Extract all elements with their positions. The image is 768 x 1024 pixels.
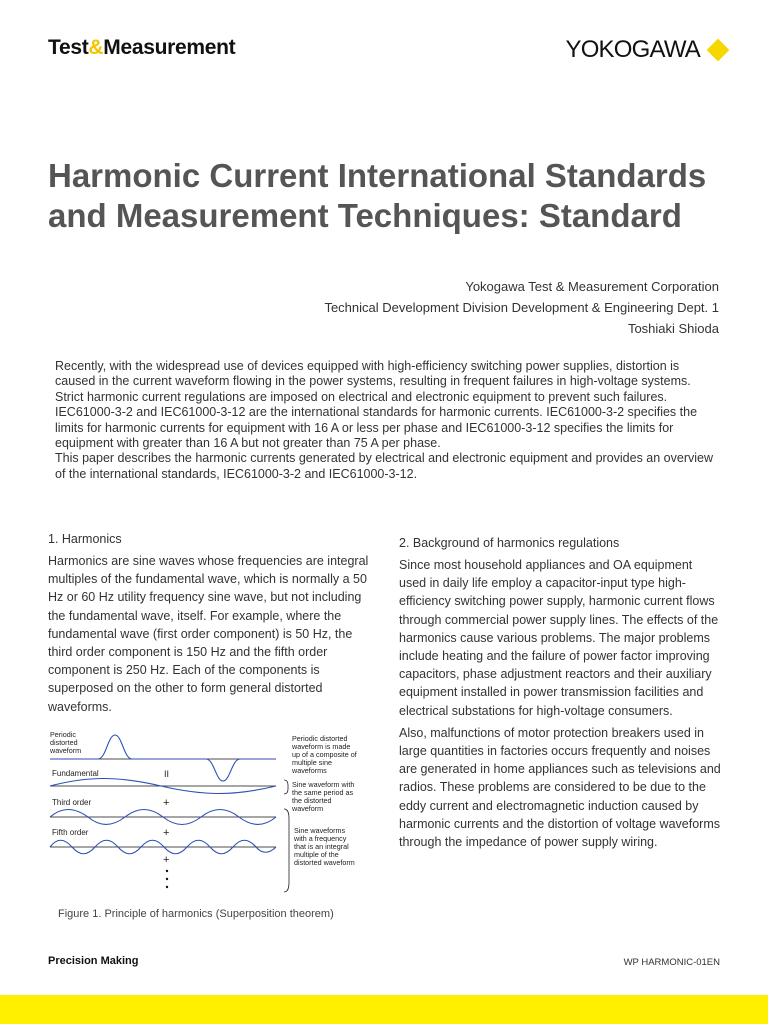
yokogawa-logo [565, 36, 726, 64]
title-line2: and Measurement Techniques: Standard [48, 197, 682, 234]
abstract-paragraph: Recently, with the widespread use of devices equipped with high-efficiency switching power supplies, distortion is caused in the current waveform flowing in the power systems, resulting in frequent failures in high-voltage systems. Strict harmonic current regulations are imposed on electrical and electronic equipment to prevent such failures. [55, 359, 691, 404]
plus-sign: + [163, 797, 170, 809]
plus-sign: + [163, 827, 170, 839]
footer-color-bar [0, 995, 768, 1024]
abstract [55, 359, 717, 482]
note-harmonics: Sine waveforms with a frequency that is an integral multiple of the distorted waveform [294, 826, 355, 867]
note-fundamental: Sine waveform with the same period as the distorted waveform [292, 780, 355, 813]
diamond-logo-icon [707, 39, 730, 62]
note-periodic: Periodic distorted waveform is made up of a composite of multiple sine waveforms [292, 734, 357, 775]
label-fundamental: Fundamental [52, 769, 99, 778]
plus-sign: + [163, 854, 170, 866]
equals-sign: II [164, 769, 170, 779]
brand-title [48, 36, 235, 60]
logo-text: YOKOGAWA [565, 36, 700, 63]
section-heading: 1. Harmonics [48, 532, 122, 546]
section-heading: 2. Background of harmonics regulations [399, 536, 620, 550]
author-name: Toshiaki Shioda [627, 321, 719, 336]
author-department: Technical Development Division Development & Engineering Dept. 1 [324, 300, 719, 315]
brand-amp: & [88, 36, 104, 59]
section-body: Harmonics are sine waves whose frequencies are integral multiples of the fundamental wave, which is normally a 50 Hz or 60 Hz utility frequency sine wave, but not including the fundamental wave, itself. For example, where the fundamental wave (first order component) is 50 Hz, the third order component is 150 Hz and the fifth order component is 250 Hz. Each of the components is superposed on the other to form general distorted waveforms. [48, 554, 369, 714]
abstract-paragraph: IEC61000-3-2 and IEC61000-3-12 are the international standards for harmonic currents. IEC61000-3-2 specifies the limits for harmonic currents for equipment with 16 A or less per phase and IEC61000-3-12 specifies the limits for equipment with greater than 16 A but not greater than 75 A per phase. [55, 405, 698, 451]
label-third-order: Third order [52, 798, 92, 807]
footer-doc-code: WP HARMONIC-01EN [623, 957, 720, 968]
title-line1: Harmonic Current International Standards [48, 157, 707, 194]
section-paragraph: Also, malfunctions of motor protection breakers used in large quantities in factories occurs frequently and noises are generated in home appliances such as televisions and radios. These problems are considered to be due to the eddy current and electromagnetic induction caused by harmonic currents and the distortion of voltage waveforms through the impedance of power supply wiring. [399, 725, 721, 850]
brand-part2: Measurement [103, 36, 236, 59]
page-title [48, 156, 738, 236]
author-organization: Yokogawa Test & Measurement Corporation [465, 279, 719, 294]
bracket-fundamental [284, 780, 288, 794]
harmonics-figure [48, 727, 373, 907]
ellipsis-dot [166, 886, 168, 888]
ellipsis-dot [166, 878, 168, 880]
author-block [324, 276, 719, 339]
brand-part1: Test [48, 36, 89, 59]
ellipsis-dot [166, 870, 168, 872]
section-background [399, 534, 721, 855]
footer-slogan: Precision Making [48, 955, 139, 967]
abstract-paragraph: This paper describes the harmonic currents generated by electrical and electronic equipment and provides an overview of the international standards, IEC61000-3-2 and IEC61000-3-12. [55, 451, 713, 481]
section-harmonics [48, 530, 373, 720]
section-paragraph: Since most household appliances and OA equipment used in daily life employ a capacitor-input type high-efficiency switching power supply, harmonic current flows through commercial power supply lines. The effects of the harmonics cause various problems. The major problems include heating and the failure of power factor improving capacitors, phase adjustment reactors and their auxiliary equipment installed in power transmission facilities and electrical substations for high-voltage consumers. [399, 558, 719, 718]
label-fifth-order: Fifth order [52, 828, 89, 837]
bracket-harmonics [284, 809, 289, 892]
label-periodic: Periodic distorted waveform [50, 730, 82, 755]
figure-caption: Figure 1. Principle of harmonics (Superposition theorem) [58, 908, 334, 920]
